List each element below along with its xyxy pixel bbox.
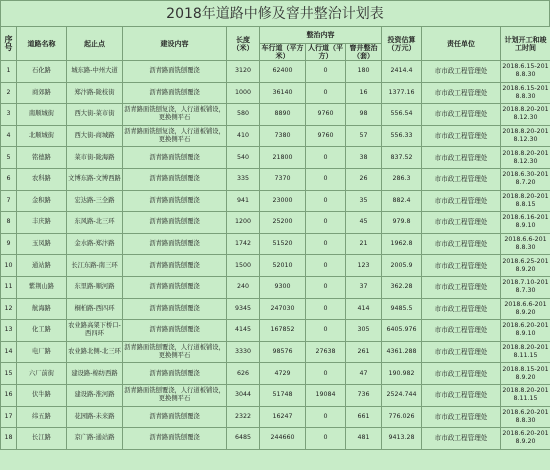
- cell-manhole: 481: [346, 428, 382, 450]
- cell-carriage: 9300: [260, 276, 306, 298]
- header-content: 建设内容: [123, 27, 227, 61]
- cell-manhole: 661: [346, 406, 382, 428]
- cell-road: 六厂前街: [17, 363, 67, 385]
- table-row: [1, 168, 550, 190]
- cell-unit: 市市政工程管理处: [422, 298, 501, 320]
- header-manhole: 窨井整治（套）: [346, 44, 382, 61]
- cell-length: 626: [227, 363, 260, 385]
- cell-sidewalk: 0: [306, 168, 346, 190]
- cell-plan: 2018.6.15-2018.8.30: [501, 82, 550, 104]
- cell-no: 2: [1, 82, 17, 104]
- cell-carriage: 25200: [260, 212, 306, 234]
- header-seq: 序号: [1, 27, 17, 61]
- cell-cost: 2414.4: [382, 61, 422, 83]
- cell-range: 农业路北侧-北三环: [67, 341, 123, 363]
- cell-content: 沥青路面铣刨覆浇: [123, 320, 227, 342]
- cell-manhole: 21: [346, 233, 382, 255]
- cell-length: 3330: [227, 341, 260, 363]
- cell-plan: 2018.8.20-2018.11.15: [501, 341, 550, 363]
- cell-cost: 556.54: [382, 104, 422, 126]
- table-row: [1, 320, 550, 342]
- cell-cost: 2524.744: [382, 384, 422, 406]
- cell-sidewalk: 0: [306, 276, 346, 298]
- cell-sidewalk: 0: [306, 190, 346, 212]
- cell-cost: 1377.16: [382, 82, 422, 104]
- cell-road: 农科路: [17, 168, 67, 190]
- cell-cost: 776.026: [382, 406, 422, 428]
- table-row: [1, 233, 550, 255]
- cell-sidewalk: 0: [306, 320, 346, 342]
- cell-length: 580: [227, 104, 260, 126]
- cell-length: 3120: [227, 61, 260, 83]
- cell-range: 桐柏路-西四环: [67, 298, 123, 320]
- cell-content: 沥青路面铣刨覆浇: [123, 168, 227, 190]
- cell-manhole: 261: [346, 341, 382, 363]
- cell-sidewalk: 0: [306, 61, 346, 83]
- plan-table: [0, 26, 550, 450]
- cell-content: 沥青路面铣刨覆浇: [123, 233, 227, 255]
- cell-no: 4: [1, 125, 17, 147]
- cell-carriage: 244660: [260, 428, 306, 450]
- cell-unit: 市市政工程管理处: [422, 320, 501, 342]
- cell-plan: 2018.7.10-2018.7.30: [501, 276, 550, 298]
- header-length: 长度（米）: [227, 27, 260, 61]
- cell-sidewalk: 27638: [306, 341, 346, 363]
- cell-cost: 1962.8: [382, 233, 422, 255]
- cell-range: 东风路-北三环: [67, 212, 123, 234]
- cell-content: 沥青路面铣刨覆浇: [123, 212, 227, 234]
- cell-range: 农业路高架下桥口-西四环: [67, 320, 123, 342]
- cell-unit: 市市政工程管理处: [422, 406, 501, 428]
- cell-plan: 2018.8.15-2018.9.20: [501, 363, 550, 385]
- cell-range: 建设路-棉纺西路: [67, 363, 123, 385]
- cell-range: 城东路-中州大道: [67, 61, 123, 83]
- cell-no: 15: [1, 363, 17, 385]
- cell-length: 335: [227, 168, 260, 190]
- cell-no: 7: [1, 190, 17, 212]
- table-row: [1, 428, 550, 450]
- cell-content: 沥青路面铣刨复浇，人行道板铺设，更换侧平石: [123, 125, 227, 147]
- cell-length: 9345: [227, 298, 260, 320]
- cell-unit: 市市政工程管理处: [422, 384, 501, 406]
- table-row: [1, 125, 550, 147]
- cell-cost: 286.3: [382, 168, 422, 190]
- cell-unit: 市市政工程管理处: [422, 341, 501, 363]
- cell-sidewalk: 9760: [306, 104, 346, 126]
- cell-range: 宏达路-三全路: [67, 190, 123, 212]
- cell-no: 12: [1, 298, 17, 320]
- cell-no: 8: [1, 212, 17, 234]
- cell-road: 北顺城街: [17, 125, 67, 147]
- cell-content: 沥青路面铣刨覆浇: [123, 61, 227, 83]
- cell-unit: 市市政工程管理处: [422, 125, 501, 147]
- cell-plan: 2018.8.20-2018.11.15: [501, 384, 550, 406]
- cell-cost: 4361.288: [382, 341, 422, 363]
- cell-plan: 2018.6.20-2018.8.30: [501, 406, 550, 428]
- cell-carriage: 36140: [260, 82, 306, 104]
- cell-length: 941: [227, 190, 260, 212]
- cell-road: 伏牛路: [17, 384, 67, 406]
- cell-range: 文博东路-文博西路: [67, 168, 123, 190]
- cell-no: 11: [1, 276, 17, 298]
- cell-carriage: 8890: [260, 104, 306, 126]
- cell-carriage: 98576: [260, 341, 306, 363]
- table-title: 2018年道路中修及窨井整治计划表: [0, 0, 550, 26]
- cell-road: 南顺城街: [17, 104, 67, 126]
- cell-road: 通站路: [17, 255, 67, 277]
- header-range: 起止点: [67, 27, 123, 61]
- cell-no: 16: [1, 384, 17, 406]
- cell-manhole: 16: [346, 82, 382, 104]
- cell-manhole: 414: [346, 298, 382, 320]
- cell-road: 丰庆路: [17, 212, 67, 234]
- table-row: [1, 61, 550, 83]
- cell-unit: 市市政工程管理处: [422, 212, 501, 234]
- cell-cost: 979.8: [382, 212, 422, 234]
- header-unit: 责任单位: [422, 27, 501, 61]
- cell-unit: 市市政工程管理处: [422, 168, 501, 190]
- cell-carriage: 62400: [260, 61, 306, 83]
- table-row: [1, 255, 550, 277]
- cell-carriage: 52010: [260, 255, 306, 277]
- cell-range: 花园路-未来路: [67, 406, 123, 428]
- cell-carriage: 21800: [260, 147, 306, 169]
- cell-manhole: 736: [346, 384, 382, 406]
- cell-unit: 市市政工程管理处: [422, 363, 501, 385]
- cell-sidewalk: 0: [306, 147, 346, 169]
- cell-unit: 市市政工程管理处: [422, 276, 501, 298]
- cell-cost: 190.982: [382, 363, 422, 385]
- cell-cost: 6405.976: [382, 320, 422, 342]
- table-row: [1, 384, 550, 406]
- cell-unit: 市市政工程管理处: [422, 428, 501, 450]
- table-header: [1, 27, 550, 61]
- cell-range: 东里路-顺河路: [67, 276, 123, 298]
- header-carriage: 车行道（平方米）: [261, 44, 304, 60]
- cell-carriage: 51748: [260, 384, 306, 406]
- cell-plan: 2018.6.6-2018.9.20: [501, 298, 550, 320]
- cell-content: 沥青路面铣刨覆浇: [123, 255, 227, 277]
- cell-length: 240: [227, 276, 260, 298]
- cell-length: 1500: [227, 255, 260, 277]
- cell-length: 540: [227, 147, 260, 169]
- cell-cost: 9485.5: [382, 298, 422, 320]
- cell-no: 14: [1, 341, 17, 363]
- cell-range: 长江东路-南三环: [67, 255, 123, 277]
- cell-unit: 市市政工程管理处: [422, 233, 501, 255]
- cell-no: 18: [1, 428, 17, 450]
- cell-cost: 9413.28: [382, 428, 422, 450]
- header-sidewalk: 人行道（平方）: [306, 44, 346, 61]
- cell-length: 6485: [227, 428, 260, 450]
- cell-unit: 市市政工程管理处: [422, 82, 501, 104]
- cell-sidewalk: 0: [306, 298, 346, 320]
- cell-road: 商郊路: [17, 82, 67, 104]
- cell-range: 西大街-菜市街: [67, 104, 123, 126]
- table-row: [1, 212, 550, 234]
- cell-content: 沥青路面铣刨覆浇: [123, 82, 227, 104]
- cell-content: 沥青路面铣刨覆浇: [123, 190, 227, 212]
- cell-sidewalk: 0: [306, 406, 346, 428]
- cell-cost: 556.33: [382, 125, 422, 147]
- cell-no: 3: [1, 104, 17, 126]
- cell-length: 1742: [227, 233, 260, 255]
- header-road: 道路名称: [17, 27, 67, 61]
- cell-content: 沥青路面铣刨覆浇: [123, 147, 227, 169]
- cell-carriage: 16247: [260, 406, 306, 428]
- cell-unit: 市市政工程管理处: [422, 104, 501, 126]
- cell-plan: 2018.8.20-2018.12.30: [501, 125, 550, 147]
- cell-sidewalk: 0: [306, 82, 346, 104]
- table-row: [1, 298, 550, 320]
- cell-cost: 837.52: [382, 147, 422, 169]
- cell-cost: 882.4: [382, 190, 422, 212]
- cell-plan: 2018.6.15-2018.8.30: [501, 61, 550, 83]
- cell-range: 金水路-郑汴路: [67, 233, 123, 255]
- cell-no: 13: [1, 320, 17, 342]
- cell-plan: 2018.6.30-2018.7.20: [501, 168, 550, 190]
- cell-no: 5: [1, 147, 17, 169]
- cell-manhole: 180: [346, 61, 382, 83]
- cell-manhole: 57: [346, 125, 382, 147]
- cell-no: 1: [1, 61, 17, 83]
- cell-length: 1000: [227, 82, 260, 104]
- cell-range: 菜市街-陇海路: [67, 147, 123, 169]
- cell-content: 沥青路面铣刨覆浇: [123, 428, 227, 450]
- cell-unit: 市市政工程管理处: [422, 61, 501, 83]
- cell-plan: 2018.6.25-2018.9.20: [501, 255, 550, 277]
- cell-carriage: 167852: [260, 320, 306, 342]
- cell-road: 玉凤路: [17, 233, 67, 255]
- cell-plan: 2018.6.20-2018.9.10: [501, 320, 550, 342]
- cell-unit: 市市政工程管理处: [422, 190, 501, 212]
- cell-carriage: 51520: [260, 233, 306, 255]
- cell-content: 沥青路面铣刨覆浇，人行道板铺设，更换侧平石: [123, 341, 227, 363]
- cell-manhole: 26: [346, 168, 382, 190]
- cell-content: 沥青路面铣刨复浇，人行道板铺设，更换侧平石: [123, 104, 227, 126]
- cell-no: 9: [1, 233, 17, 255]
- cell-manhole: 38: [346, 147, 382, 169]
- table-row: [1, 82, 550, 104]
- cell-carriage: 247030: [260, 298, 306, 320]
- cell-road: 化工路: [17, 320, 67, 342]
- cell-length: 3044: [227, 384, 260, 406]
- table-row: [1, 406, 550, 428]
- cell-manhole: 98: [346, 104, 382, 126]
- cell-range: 建设路-淮河路: [67, 384, 123, 406]
- cell-plan: 2018.8.20-2018.12.30: [501, 147, 550, 169]
- cell-range: 西大街-商城路: [67, 125, 123, 147]
- cell-carriage: 7380: [260, 125, 306, 147]
- cell-range: 郑汴路-陇枝街: [67, 82, 123, 104]
- header-group: 整治内容: [260, 27, 382, 44]
- cell-range: 京广路-通站路: [67, 428, 123, 450]
- cell-sidewalk: 9760: [306, 125, 346, 147]
- cell-road: 长江路: [17, 428, 67, 450]
- cell-manhole: 35: [346, 190, 382, 212]
- cell-road: 金积路: [17, 190, 67, 212]
- cell-content: 沥青路面铣刨覆浇: [123, 363, 227, 385]
- cell-road: 铭德路: [17, 147, 67, 169]
- cell-unit: 市市政工程管理处: [422, 255, 501, 277]
- cell-manhole: 37: [346, 276, 382, 298]
- table-body: [1, 61, 550, 450]
- cell-sidewalk: 0: [306, 363, 346, 385]
- cell-sidewalk: 0: [306, 212, 346, 234]
- cell-carriage: 7370: [260, 168, 306, 190]
- cell-road: 紫荆山路: [17, 276, 67, 298]
- cell-sidewalk: 19084: [306, 384, 346, 406]
- cell-manhole: 123: [346, 255, 382, 277]
- cell-plan: 2018.6.20-2018.9.20: [501, 428, 550, 450]
- cell-length: 2322: [227, 406, 260, 428]
- table-row: [1, 104, 550, 126]
- cell-plan: 2018.6.6-2018.8.30: [501, 233, 550, 255]
- header-plan: 计划开工和竣工时间: [501, 27, 550, 61]
- table-row: [1, 363, 550, 385]
- cell-no: 10: [1, 255, 17, 277]
- cell-content: 沥青路面铣刨覆浇，人行道板铺设，更换侧平石: [123, 384, 227, 406]
- cell-manhole: 47: [346, 363, 382, 385]
- header-cost: 投资估算（万元）: [382, 27, 422, 61]
- cell-length: 1200: [227, 212, 260, 234]
- cell-length: 410: [227, 125, 260, 147]
- cell-no: 17: [1, 406, 17, 428]
- cell-plan: 2018.8.20-2018.8.15: [501, 190, 550, 212]
- cell-road: 航海路: [17, 298, 67, 320]
- table-row: [1, 276, 550, 298]
- cell-plan: 2018.8.20-2018.12.30: [501, 104, 550, 126]
- cell-cost: 362.28: [382, 276, 422, 298]
- cell-carriage: 4729: [260, 363, 306, 385]
- cell-content: 沥青路面铣刨覆浇: [123, 276, 227, 298]
- cell-manhole: 305: [346, 320, 382, 342]
- cell-sidewalk: 0: [306, 255, 346, 277]
- cell-no: 6: [1, 168, 17, 190]
- cell-content: 沥青路面铣刨覆浇: [123, 298, 227, 320]
- table-row: [1, 341, 550, 363]
- cell-content: 沥青路面铣刨覆浇: [123, 406, 227, 428]
- cell-carriage: 23000: [260, 190, 306, 212]
- cell-sidewalk: 0: [306, 428, 346, 450]
- table-row: [1, 147, 550, 169]
- cell-road: 石化路: [17, 61, 67, 83]
- cell-road: 纬五路: [17, 406, 67, 428]
- cell-plan: 2018.6.16-2018.9.10: [501, 212, 550, 234]
- cell-unit: 市市政工程管理处: [422, 147, 501, 169]
- cell-sidewalk: 0: [306, 233, 346, 255]
- table-row: [1, 190, 550, 212]
- cell-manhole: 45: [346, 212, 382, 234]
- cell-length: 4145: [227, 320, 260, 342]
- cell-road: 电厂路: [17, 341, 67, 363]
- cell-cost: 2005.9: [382, 255, 422, 277]
